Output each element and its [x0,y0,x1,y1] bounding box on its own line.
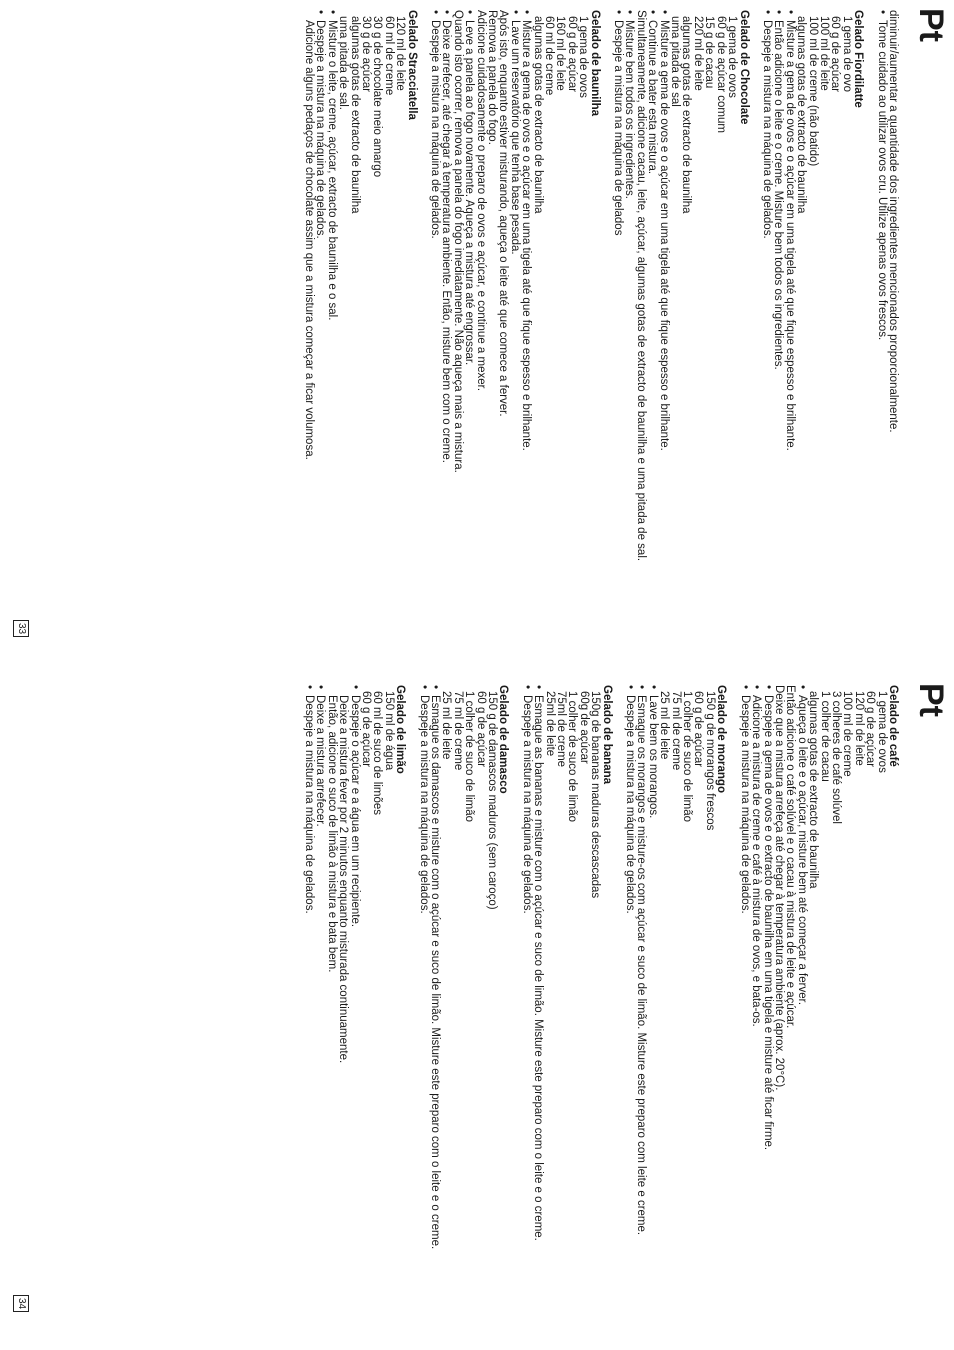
ingredient: 25 ml de leite [440,691,453,760]
page-number: 34 [13,1295,29,1312]
page-content [291,10,899,632]
intro-bullet: • Tome cuidado ao utilizar ovos cru. Utilize apenas ovos frescos. [875,10,886,632]
ingredient: 160 ml de leite [554,16,567,91]
step: • Deixe a mistura arrefecer. [314,685,325,1307]
step-continuation: Adicione alguns pedaços de chocolate assim que a mistura começar a ficar volumosa. [302,20,315,460]
recipe-title: Gelado de Chocolate [737,10,750,125]
step: • Leve a panela ao fogo novamente. Aqueça a mistura até engrossar. [463,10,474,632]
intro [875,10,898,632]
ingredient: 60g de açúcar [577,691,590,764]
step: • Despeje a mistura na máquina de gelados. [738,685,749,1307]
step: • Despeje a mistura na máquina de gelados. [429,10,440,632]
step: • Deixe arrefecer, até chegar à temperatura ambiente. Então, misture bem com o creme. [440,10,451,632]
ingredient: 30 g de açúcar [359,16,372,93]
ingredient: 15 g de cacau [703,16,716,89]
ingredient: algumas gotas de extracto de baunilha [807,691,820,889]
ingredient: 220 ml de leite [691,16,704,91]
ingredient: algumas gotas de extracto de baunilha [680,16,693,214]
step-continuation: Adicione cuidadosamente o preparo de ovos e açúcar, e continue a mexer. [474,10,487,392]
step: • Despeje a mistura na máquina de gelados. [761,10,772,632]
step-continuation: Após isto, enquanto estiver misturando, aqueça o leite até que comece a ferver. [497,10,510,417]
recipe-title: Gelado de damasco [497,685,510,794]
recipe-title: Gelado de banana [600,685,613,785]
recipe-fiordilatte [761,10,864,632]
ingredient: algumas gotas de extracto de baunilha [348,16,361,214]
step: • Esmague os damascos e misture com o açúcar e suco de limão. Misture este preparo com o leite e o creme. [429,685,440,1307]
step: • Misture a gema de ovos e o açúcar em uma tigela até que fique espesso e brilhante. [657,10,668,632]
ingredient: 150 g de morangos frescos [703,691,716,831]
step: • Despeje a mistura na máquina de gelados. [314,10,325,632]
recipe-chocolate [612,10,749,632]
step: • Despeje a mistura na máquina de gelados. [303,685,314,1307]
step: • Aqueça o leite e o açúcar, misture bem até começar a ferver. [795,685,806,1307]
recipe-title: Gelado de baunilha [588,10,601,117]
language-header: Pt [912,683,950,717]
recipe-title: Gelado Stracciatella [405,10,418,120]
ingredient: 75ml de creme [555,691,568,768]
intro-line: diminuir/aumentar a quantidade dos ingredientes mencionados proporcionalmente. [887,10,899,433]
step-continuation: Então adicione o café solúvel e o cacau à mistura de leite e açúcar. [784,685,797,1029]
step: • Despeje o açúcar e a água em um recipiente. [348,685,359,1307]
ingredient: 1 colher de suco de limão [463,691,476,823]
step: • Despeje a mistura na máquina de gelados. [520,685,531,1307]
ingredient: 60 g de açúcar comum [714,16,727,133]
ingredient: 150 g de damascos maduros (sem caroço) [486,691,498,910]
step: • Lave um reservatório que tenha base pesada. [508,10,519,632]
ingredient: 3 colheres de café solúvel [829,691,842,824]
ingredient: 30 g de chocolate meio amargo [371,16,384,178]
step: • Esmague as bananas e misture com o açúcar e suco de limão. Misture este preparo com o leite e o creme. [532,685,543,1307]
step: • Misture o leite, creme, açúcar, extracto de baunilha e o sal. [325,10,336,632]
ingredient: 1 colher de cacau [818,691,831,782]
step-continuation: Remova a panela do fogo. [486,10,498,145]
step: • Misture a gema de ovos e o açúcar em uma tigela até que fique espesso e brilhante. [520,10,531,632]
step-continuation: Então, adicione o suco de limão à mistura e bata bem. [325,695,338,973]
recipe-title: Gelado de café [887,685,899,767]
ingredient: 25ml de leite [543,691,556,757]
ingredient: 120 ml de leite [394,16,407,91]
page-34 [0,675,954,1350]
step: • Continue a bater esta mistura. [646,10,657,632]
recipe-baunilha [429,10,600,632]
ingredient: 1 gema de ovos [875,691,888,773]
ingredient: 75 ml de creme [669,691,682,771]
ingredient: 60 ml de creme [382,16,395,96]
recipe-banana [520,685,611,1307]
ingredient: 75 ml de creme [451,691,464,771]
step: • Despeje a mistura na máquina de gelados. [624,685,635,1307]
ingredient: 1 gema de ovo [840,16,853,93]
ingredient: 60 g de açúcar [829,16,842,93]
ingredient: uma pitada de sal. [337,16,350,110]
step-continuation: Deixe que a mistura arrefeça até chegar à temperatura ambiente (aprox. 20°C). [772,685,785,1091]
recipe-title: Gelado de morango [715,685,728,793]
ingredient: 1 colher de suco de limão [681,691,694,823]
ingredient: 1 gema de ovos [726,16,739,98]
step: • Esmague os morangos e misture-os com açúcar e suco de limão. Misture este preparo com leite e creme. [635,685,646,1307]
step: • Despeje a gema de ovos e o extracto de baunilha em uma tigela e misture até ficar firme. [761,685,772,1307]
ingredient: 60 g de açúcar [474,691,487,768]
ingredient: uma pitada de sal [669,16,682,107]
recipe-damasco [417,685,508,1307]
ingredient: algumas gotas de extracto de baunilha [531,16,544,214]
ingredient: 100 ml de leite [817,16,830,91]
ingredient: 1 colher de suco de limão [566,691,579,823]
page-content [291,685,899,1307]
ingredient: 60 ml de suco de limões [371,691,384,816]
ingredient: algumas gotas de extracto de baunilha [795,16,808,214]
step: • Despeje a mistura na máquina de gelados [612,10,623,632]
ingredient: 100 ml de creme [841,691,854,777]
step: • Lave bem os morangos. [646,685,657,1307]
recipe-title: Gelado Fiordilatte [852,10,865,108]
recipe-limao [303,685,406,1307]
step-continuation: Quando isto ocorrer, remova a panela do fogo imediatamente. Não aqueça mais a mistura. [451,10,464,473]
language-header: Pt [912,8,950,42]
ingredient: 60 g de açúcar [565,16,578,93]
recipe-morango [624,685,727,1307]
ingredient: 100 ml de creme (não batido) [806,16,819,167]
ingredient: 1 gema de ovos [577,16,590,98]
recipe-stracciatella [303,10,417,632]
step: • Adicione a mistura de creme e café à mistura de ovos, e bata-os. [750,685,761,1307]
page-number: 33 [13,620,29,637]
step: • Misture bem todos os ingredientes. [623,10,634,632]
ingredient: 120 ml de leite [852,691,865,766]
recipe-cafe [738,685,898,1307]
step-continuation: Simultaneamente, adicione cacau, leite, açúcar, algumas gotas de extracto de baunilha e uma pitada de sal. [634,10,647,562]
ingredient: 150 ml de água [382,691,395,771]
ingredient: 60 ml de creme [543,16,556,96]
recipe-title: Gelado de limão [394,685,407,774]
ingredient: 60 g de açúcar [864,691,877,768]
step: • Misture a gema de ovos e o açúcar em uma tigela até que fique espesso e brilhante. [783,10,794,632]
ingredient: 150g de bananas maduras descascadas [589,691,602,899]
ingredient: 60 g de açúcar [692,691,705,768]
step-continuation: Deixe a mistura fever por 2 minutos enquanto misturada continuamente. [337,695,350,1064]
step: • Então adicione o leite e o creme. Misture bem todos os ingredientes. [772,10,783,632]
step: • Despeje a mistura na máquina de gelados. [417,685,428,1307]
ingredient: 60 g de açúcar [359,691,372,768]
ingredient: 25 ml de leite [658,691,671,760]
